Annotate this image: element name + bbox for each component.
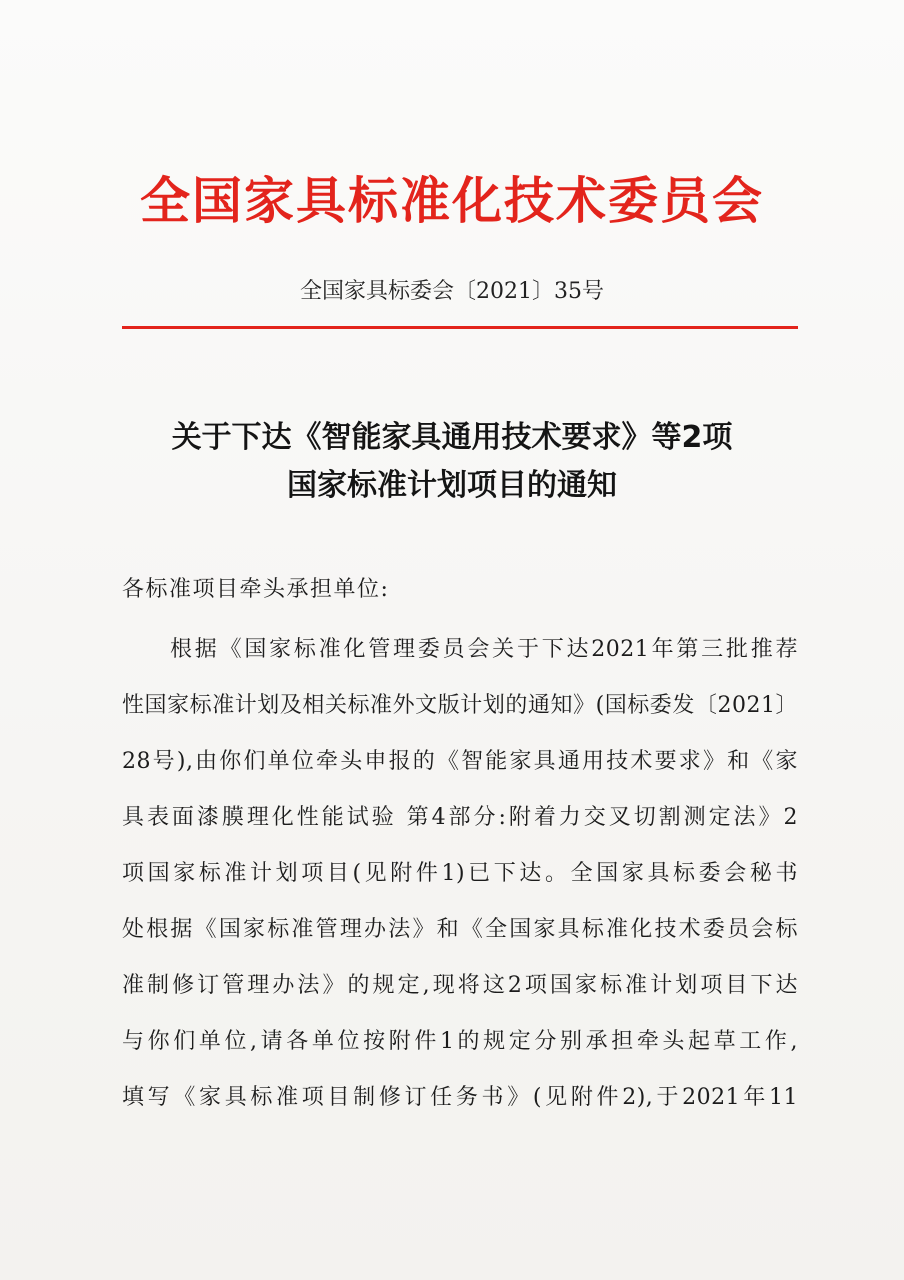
- document-number: 全国家具标委会〔2021〕35号: [300, 279, 604, 304]
- notice-title-line-2: 国家标准计划项目的通知: [287, 468, 617, 503]
- red-separator-line: [122, 326, 798, 329]
- body-paragraph-line: 填写《家具标准项目制修订任务书》(见附件2),于2021年11: [122, 1085, 798, 1110]
- salutation: 各标准项目牵头承担单位:: [122, 577, 390, 602]
- body-paragraph-line: 具表面漆膜理化性能试验 第4部分:附着力交叉切割测定法》2: [122, 805, 798, 830]
- body-paragraph-line: 根据《国家标准化管理委员会关于下达2021年第三批推荐: [170, 637, 798, 662]
- notice-title-line-1: 关于下达《智能家具通用技术要求》等2项: [171, 420, 733, 455]
- body-paragraph-line: 准制修订管理办法》的规定,现将这2项国家标准计划项目下达: [122, 973, 798, 998]
- body-paragraph-line: 处根据《国家标准管理办法》和《全国家具标准化技术委员会标: [122, 917, 798, 942]
- body-paragraph-line: 性国家标准计划及相关标准外文版计划的通知》(国标委发〔2021〕: [122, 693, 798, 718]
- organization-title: 全国家具标准化技术委员会: [140, 172, 764, 230]
- body-paragraph-line: 与你们单位,请各单位按附件1的规定分别承担牵头起草工作,: [122, 1029, 798, 1054]
- body-paragraph-line: 28号),由你们单位牵头申报的《智能家具通用技术要求》和《家: [122, 749, 798, 774]
- body-paragraph-line: 项国家标准计划项目(见附件1)已下达。全国家具标委会秘书: [122, 861, 798, 886]
